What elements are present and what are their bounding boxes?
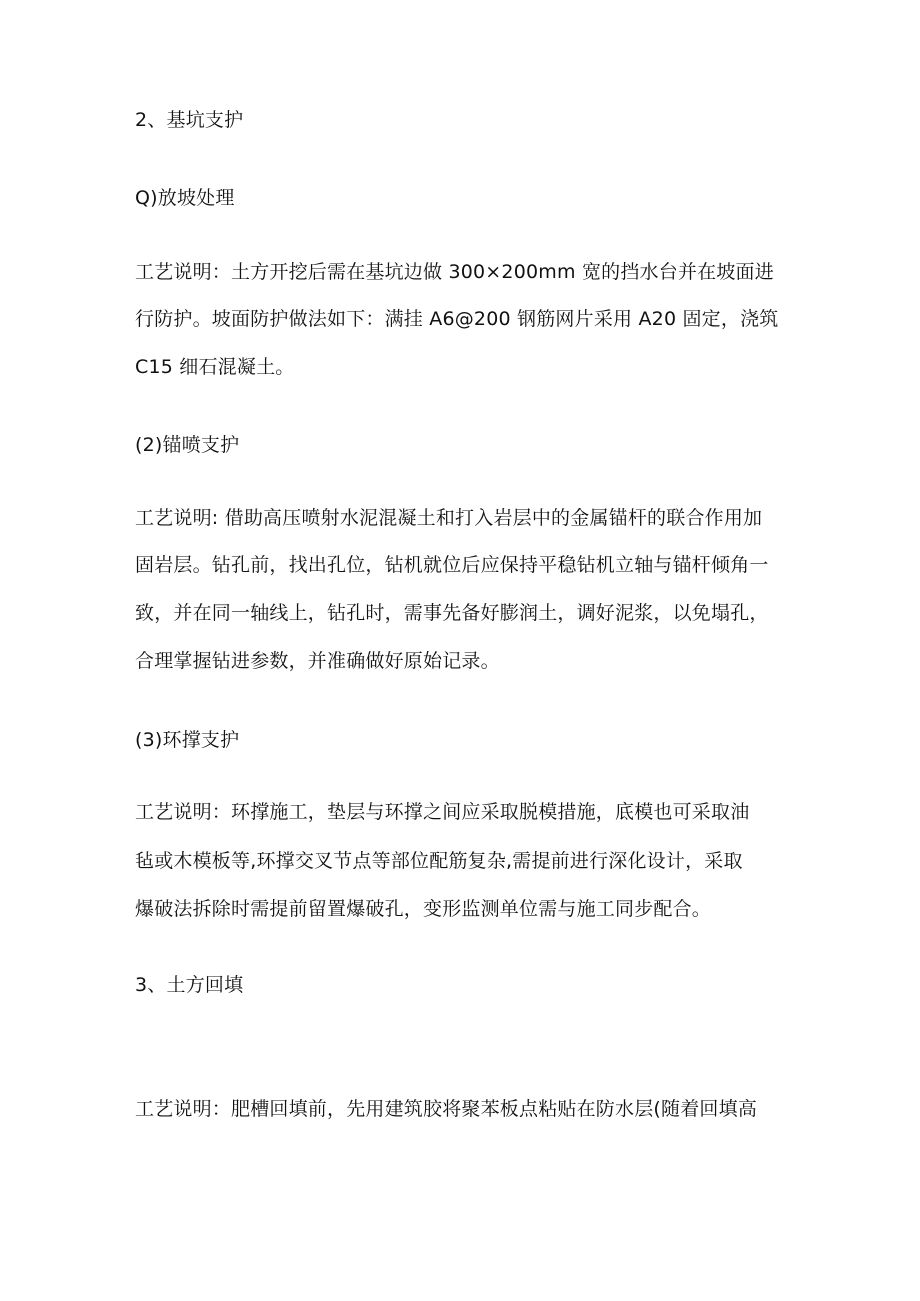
subheading-ring-brace: (3)环撑支护 <box>135 729 240 751</box>
paragraph-line: 毡或木模板等,环撑交叉节点等部位配筋复杂,需提前进行深化设计，采取 <box>135 850 743 872</box>
paragraph-line: 合理掌握钻进参数，并准确做好原始记录。 <box>135 650 500 672</box>
subheading-slope-treatment: Q)放坡处理 <box>135 187 235 209</box>
paragraph-line: 工艺说明：环撑施工，垫层与环撑之间应采取脱模措施，底模也可采取油 <box>135 801 750 823</box>
subheading-anchor-shotcrete: (2)锚喷支护 <box>135 434 240 456</box>
paragraph-line: 行防护。坡面防护做法如下：满挂 A6@200 钢筋网片采用 A20 固定，浇筑 <box>135 308 779 330</box>
paragraph-line: C15 细石混凝土。 <box>135 356 295 378</box>
paragraph-line: 工艺说明：土方开挖后需在基坑边做 300×200mm 宽的挡水台并在坡面进 <box>135 261 774 283</box>
section-heading-excavation-support: 2、基坑支护 <box>135 109 244 131</box>
paragraph-line: 爆破法拆除时需提前留置爆破孔，变形监测单位需与施工同步配合。 <box>135 898 712 920</box>
paragraph-line: 工艺说明：肥槽回填前，先用建筑胶将聚苯板点粘贴在防水层(随着回填高 <box>135 1098 758 1120</box>
paragraph-line: 致，并在同一轴线上，钻孔时，需事先备好膨润土，调好泥浆，以免塌孔， <box>135 602 769 624</box>
paragraph-line: 固岩层。钻孔前，找出孔位，钻机就位后应保持平稳钻机立轴与锚杆倾角一 <box>135 554 769 576</box>
paragraph-line: 工艺说明: 借助高压喷射水泥混凝土和打入岩层中的金属锚杆的联合作用加 <box>135 507 763 529</box>
section-heading-backfill: 3、土方回填 <box>135 974 244 996</box>
